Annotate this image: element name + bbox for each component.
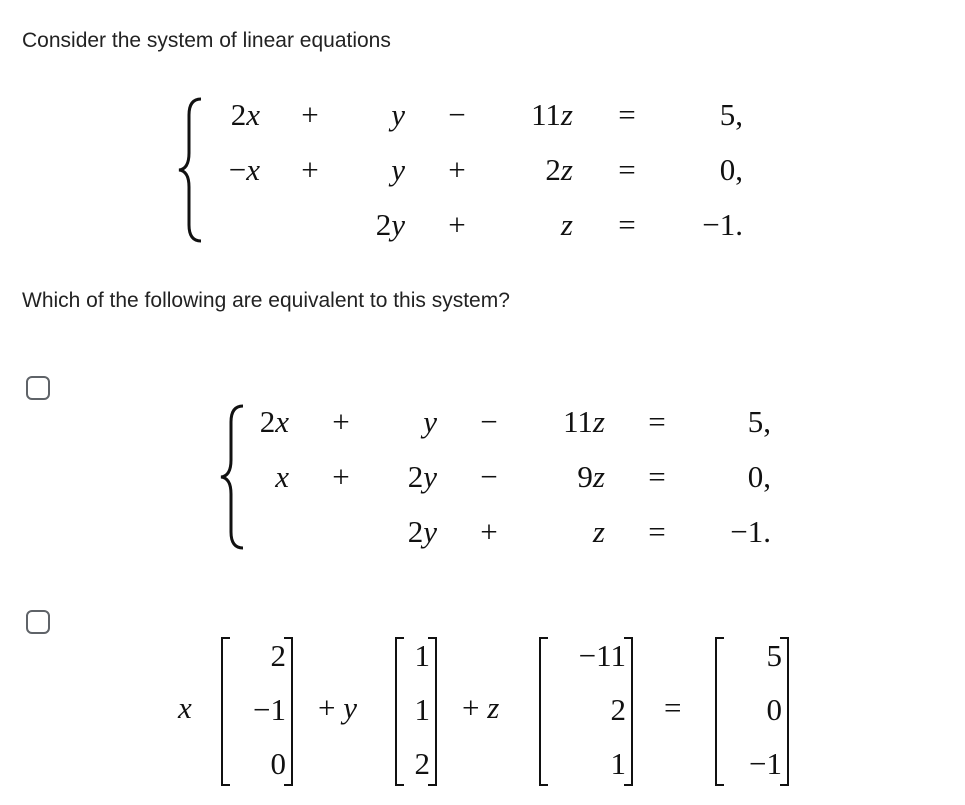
opt1-row1-x-term: 2x [259, 404, 289, 439]
opt1-row3-z-term: z [592, 514, 605, 549]
opt1-row3-y-term: 2y [407, 514, 437, 549]
vector-z-entry-3: 1 [610, 746, 626, 781]
vec-plus-z: + z [462, 690, 500, 725]
sys-row3-z-term: z [560, 207, 573, 242]
sys-row1-equals: = [618, 97, 636, 132]
opt1-row1-op2: − [480, 404, 498, 439]
sys-row2-z-term: 2z [545, 152, 573, 187]
vector-rhs-entry-1: 5 [766, 638, 782, 673]
vector-x-entry-3: 0 [270, 746, 286, 781]
intro-text: Consider the system of linear equations [22, 29, 391, 52]
opt1-row2-rhs: 0, [747, 459, 771, 494]
vec-plus-y: + y [318, 690, 357, 725]
opt1-row2-op2: − [480, 459, 498, 494]
vector-rhs-entry-2: 0 [766, 692, 782, 727]
opt1-row3-rhs: −1. [730, 514, 771, 549]
sys-row1-rhs: 5, [719, 97, 743, 132]
sys-row1-op1: + [301, 97, 319, 132]
option-1-checkbox[interactable] [26, 376, 50, 400]
opt1-row2-x-term: x [275, 459, 289, 494]
opt1-row2-equals: = [648, 459, 666, 494]
sys-row2-x-term: −x [228, 152, 260, 187]
opt1-row2-z-term: 9z [577, 459, 605, 494]
vector-rhs-entry-3: −1 [749, 746, 782, 781]
vector-z-coeffs [536, 634, 636, 789]
sys-row1-x-term: 2x [230, 97, 260, 132]
original-system [175, 95, 775, 255]
opt1-row1-rhs: 5, [747, 404, 771, 439]
opt1-row1-z-term: 11z [563, 404, 605, 439]
vec-equals: = [664, 690, 682, 725]
vector-y-entry-1: 1 [414, 638, 430, 673]
sys-row1-op2: − [448, 97, 466, 132]
vec-x-var: x [178, 690, 192, 725]
option-1-system [217, 402, 817, 562]
sys-row1-z-term: 11z [531, 97, 573, 132]
option-2-checkbox[interactable] [26, 610, 50, 634]
vector-y-entry-2: 1 [414, 692, 430, 727]
vector-x-brackets [218, 634, 296, 789]
sys-row3-y-term: 2y [375, 207, 405, 242]
sys-row2-op2: + [448, 152, 466, 187]
question-text: Which of the following are equivalent to this system? [22, 289, 510, 312]
vector-z-brackets [536, 634, 636, 789]
vector-x-coeffs [218, 634, 296, 789]
vector-y-brackets [392, 634, 440, 789]
sys-row2-y-term: y [391, 152, 405, 187]
opt1-row3-op2: + [480, 514, 498, 549]
sys-row2-rhs: 0, [719, 152, 743, 187]
vector-rhs-brackets [712, 634, 792, 789]
opt1-row1-equals: = [648, 404, 666, 439]
sys-row2-op1: + [301, 152, 319, 187]
opt1-row2-op1: + [332, 459, 350, 494]
opt1-row2-y-term: 2y [407, 459, 437, 494]
sys-row3-equals: = [618, 207, 636, 242]
opt1-row1-op1: + [332, 404, 350, 439]
sys-row1-y-term: y [391, 97, 405, 132]
opt1-row1-y-term: y [423, 404, 437, 439]
vector-x-entry-2: −1 [253, 692, 286, 727]
sys-row3-rhs: −1. [702, 207, 743, 242]
sys-row2-equals: = [618, 152, 636, 187]
opt1-row3-equals: = [648, 514, 666, 549]
vector-x-entry-1: 2 [270, 638, 286, 673]
vector-z-entry-2: 2 [610, 692, 626, 727]
left-brace [175, 95, 205, 245]
vector-y-coeffs [392, 634, 440, 789]
vector-rhs [712, 634, 792, 789]
sys-row3-op2: + [448, 207, 466, 242]
vector-y-entry-3: 2 [414, 746, 430, 781]
vector-z-entry-1: −11 [578, 638, 626, 673]
